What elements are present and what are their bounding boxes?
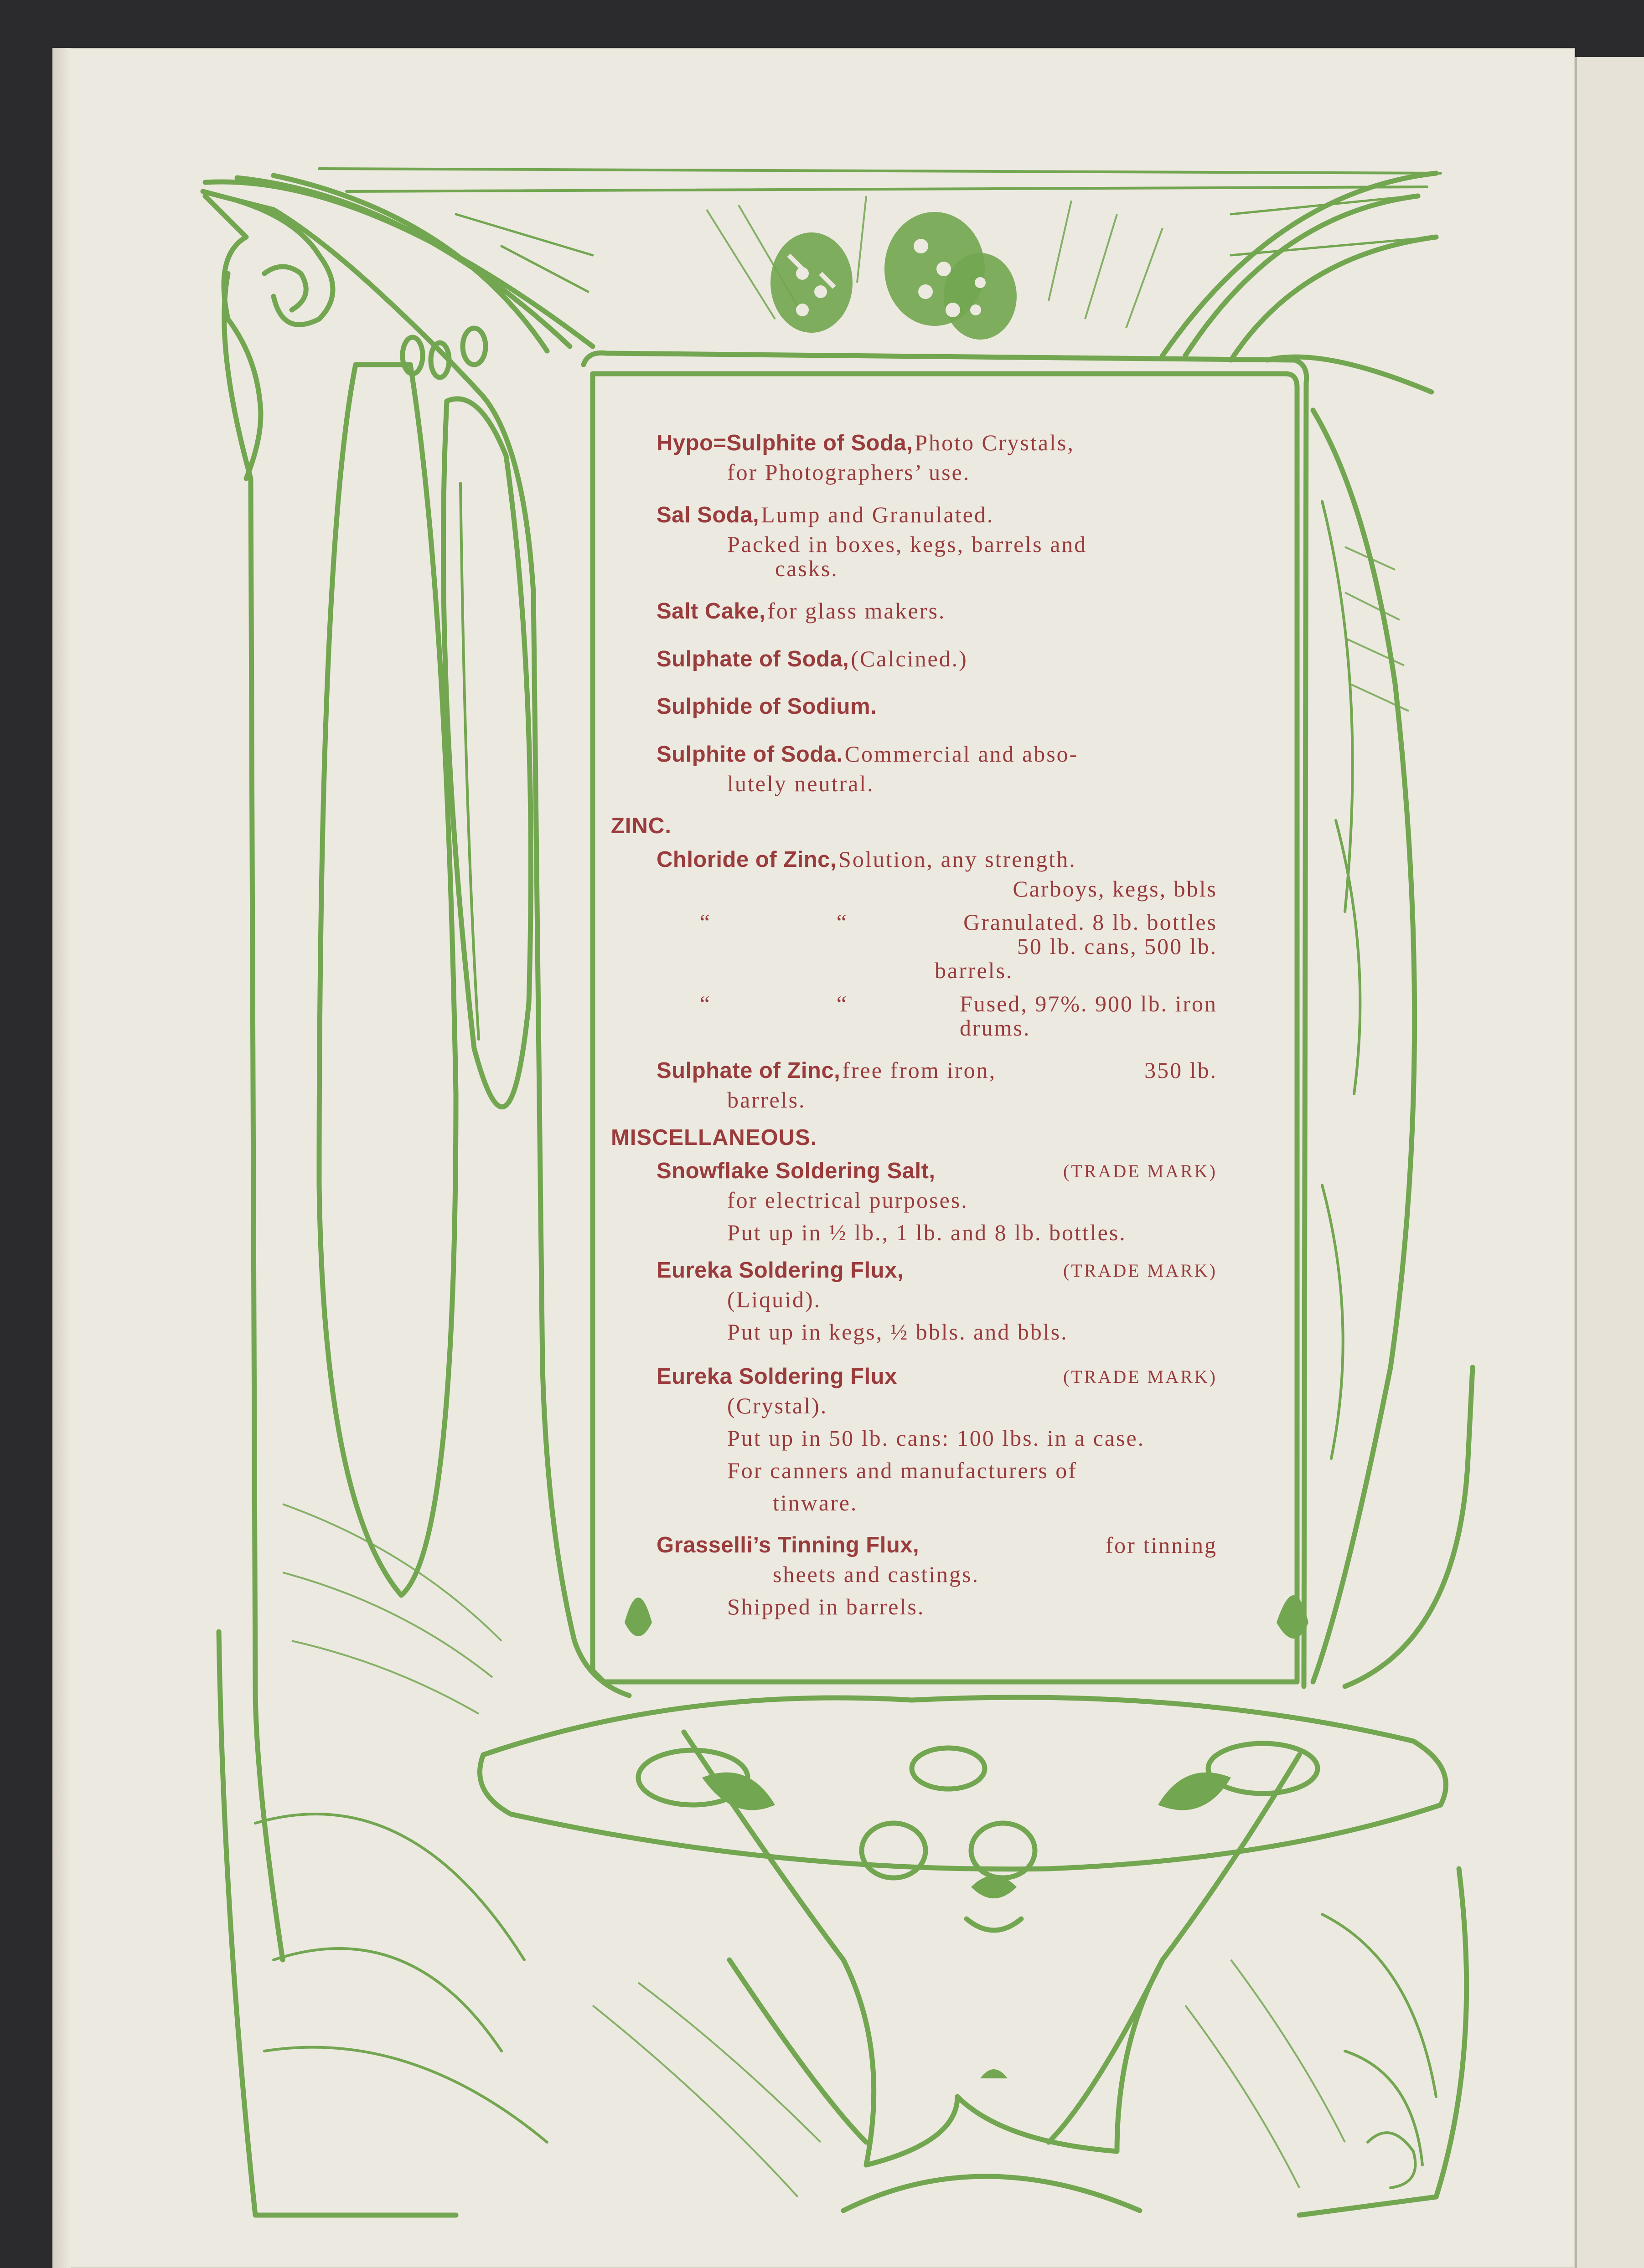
entry-desc: Fused, 97%. 900 lb. iron [959,991,1217,1016]
entry-snowflake-soldering-salt [657,1159,1217,1245]
section-heading-miscellaneous: MISCELLANEOUS. [611,1125,817,1150]
entry-name: Hypo=Sulphite of Soda, [657,431,913,455]
entry-sulphite-of-soda [657,742,1217,796]
entry-eureka-soldering-flux-crystal [657,1365,1217,1515]
entry-sulphide-of-sodium [657,695,1217,724]
price-list-content [611,430,1217,1619]
entry-desc-continued: sheets and castings. [773,1562,979,1587]
entry-desc-continued: Put up in kegs, ½ bbls. and bbls. [727,1319,1068,1345]
entry-desc: Commercial and abso- [844,741,1079,767]
entry-salt-cake [657,599,1217,629]
entry-desc-continued: (Liquid). [727,1287,822,1312]
entry-chloride-fused [657,992,1217,1040]
entry-desc-continued: tinware. [773,1490,858,1515]
ditto-mark: “ [836,991,848,1016]
ditto-mark: “ [699,909,711,935]
entry-desc: Granulated. 8 lb. bottles [963,909,1217,935]
entry-sal-soda [657,503,1217,581]
entry-desc-continued: lutely neutral. [727,771,874,796]
entry-sulphate-of-zinc [657,1058,1217,1112]
entry-desc-right: 350 lb. [1144,1057,1217,1083]
entry-name: Salt Cake, [657,599,766,624]
entry-desc-continued: drums. [960,1015,1031,1041]
entry-desc-continued: Put up in ½ lb., 1 lb. and 8 lb. bottles. [727,1220,1127,1245]
entry-desc: free from iron, [842,1057,997,1083]
entry-name: Snowflake Soldering Salt, [657,1159,936,1183]
entry-desc-continued: for Photographers’ use. [727,459,971,485]
entry-desc-continued: Packed in boxes, kegs, barrels and [727,531,1087,557]
entry-desc-continued: barrels. [935,958,1013,983]
entry-desc-continued: barrels. [727,1087,806,1113]
entry-desc: for tinning [1105,1532,1217,1558]
entry-desc-continued: Shipped in barrels. [727,1594,925,1619]
trademark-label: (TRADE MARK) [1063,1161,1217,1181]
entry-name: Eureka Soldering Flux, [657,1258,904,1283]
entry-desc: (Calcined.) [851,646,968,671]
left-oval-large [319,365,456,1595]
entry-chloride-of-zinc [657,847,1217,901]
entry-chloride-granulated [657,910,1217,983]
entry-name: Grasselli’s Tinning Flux, [657,1533,920,1557]
trademark-label: (TRADE MARK) [1063,1366,1217,1387]
section-heading-zinc: ZINC. [611,814,672,838]
entry-desc-continued: 50 lb. cans, 500 lb. [1017,933,1217,959]
bench-base-ellipse [480,1697,1446,1869]
entry-desc: Lump and Granulated. [761,502,994,527]
entry-desc-continued: for electrical purposes. [727,1187,968,1213]
entry-hypo-sulphite [657,431,1217,485]
entry-desc: Photo Crystals, [915,430,1075,455]
entry-eureka-soldering-flux-liquid [657,1258,1217,1344]
entry-name: Chloride of Zinc, [657,847,837,872]
entry-name: Sulphite of Soda. [657,742,843,767]
entry-name: Sulphide of Sodium. [657,694,877,719]
entry-desc-continued: Carboys, kegs, bbls [1013,876,1217,902]
entry-name: Sulphate of Zinc, [657,1058,841,1083]
entry-desc: for glass makers. [767,598,946,624]
entry-name: Eureka Soldering Flux [657,1364,897,1389]
trademark-label: (TRADE MARK) [1063,1260,1217,1281]
ditto-mark: “ [836,909,848,935]
entry-desc-continued: Put up in 50 lb. cans: 100 lbs. in a case. [727,1425,1145,1451]
ditto-mark: “ [699,991,711,1016]
entry-desc-continued: casks. [775,556,838,581]
entry-desc: Solution, any strength. [838,846,1076,872]
entry-sulphate-of-soda [657,647,1217,676]
entry-name: Sulphate of Soda, [657,647,849,671]
entry-desc-continued: For canners and manufacturers of [727,1458,1077,1483]
entry-name: Sal Soda, [657,503,760,527]
entry-desc-continued: (Crystal). [727,1393,828,1418]
entry-grasselli-tinning-flux [657,1533,1217,1619]
